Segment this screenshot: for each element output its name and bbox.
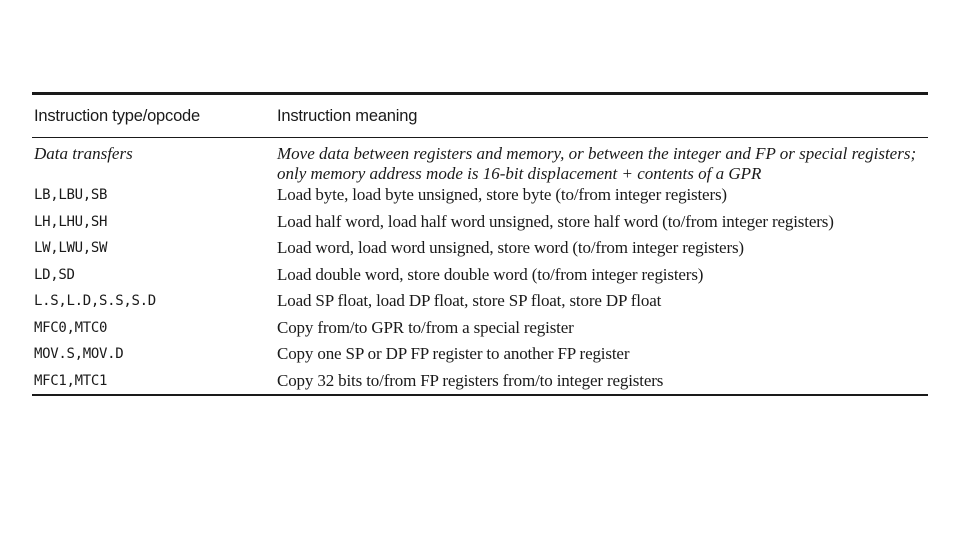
header-meaning: Instruction meaning: [277, 106, 418, 125]
row-meaning: Load half word, load half word unsigned, store half word (to/from integer registers): [277, 211, 834, 231]
row-opcode: MOV.S,MOV.D: [34, 346, 124, 363]
row-meaning: Copy one SP or DP FP register to another FP register: [277, 344, 630, 364]
row-opcode: LB,LBU,SB: [34, 187, 108, 204]
row-opcode: LW,LWU,SW: [34, 240, 108, 257]
row-opcode: MFC0,MTC0: [34, 319, 108, 336]
row-opcode: LH,LHU,SH: [34, 213, 108, 230]
table-row: [32, 288, 928, 315]
row-meaning: Copy 32 bits to/from FP registers from/to integer registers: [277, 370, 664, 390]
table-row: [32, 341, 928, 368]
row-opcode: L.S,L.D,S.S,S.D: [34, 293, 156, 310]
instruction-table: [32, 92, 928, 396]
table-row: [32, 315, 928, 342]
table-header-row: [32, 95, 928, 137]
header-opcode: Instruction type/opcode: [34, 106, 201, 125]
table-row: [32, 262, 928, 289]
section-description: Move data between registers and memory, or between the integer and FP or special registers; only memory address mode is 16-bit displacement + contents of a GPR: [277, 144, 917, 183]
section-title: Data transfers: [34, 144, 133, 163]
row-opcode: MFC1,MTC1: [34, 372, 108, 389]
table-row: [32, 368, 928, 395]
row-meaning: Load double word, store double word (to/from integer registers): [277, 264, 704, 284]
row-meaning: Load word, load word unsigned, store word (to/from integer registers): [277, 238, 744, 258]
row-meaning: Load SP float, load DP float, store SP float, store DP float: [277, 291, 662, 311]
row-meaning: Copy from/to GPR to/from a special register: [277, 317, 574, 337]
table-row: [32, 209, 928, 236]
row-opcode: LD,SD: [34, 266, 75, 283]
table-bottom-rule: [32, 394, 928, 396]
section-row: [32, 138, 928, 182]
table-row: [32, 182, 928, 209]
table-row: [32, 235, 928, 262]
row-meaning: Load byte, load byte unsigned, store byte (to/from integer registers): [277, 185, 727, 205]
